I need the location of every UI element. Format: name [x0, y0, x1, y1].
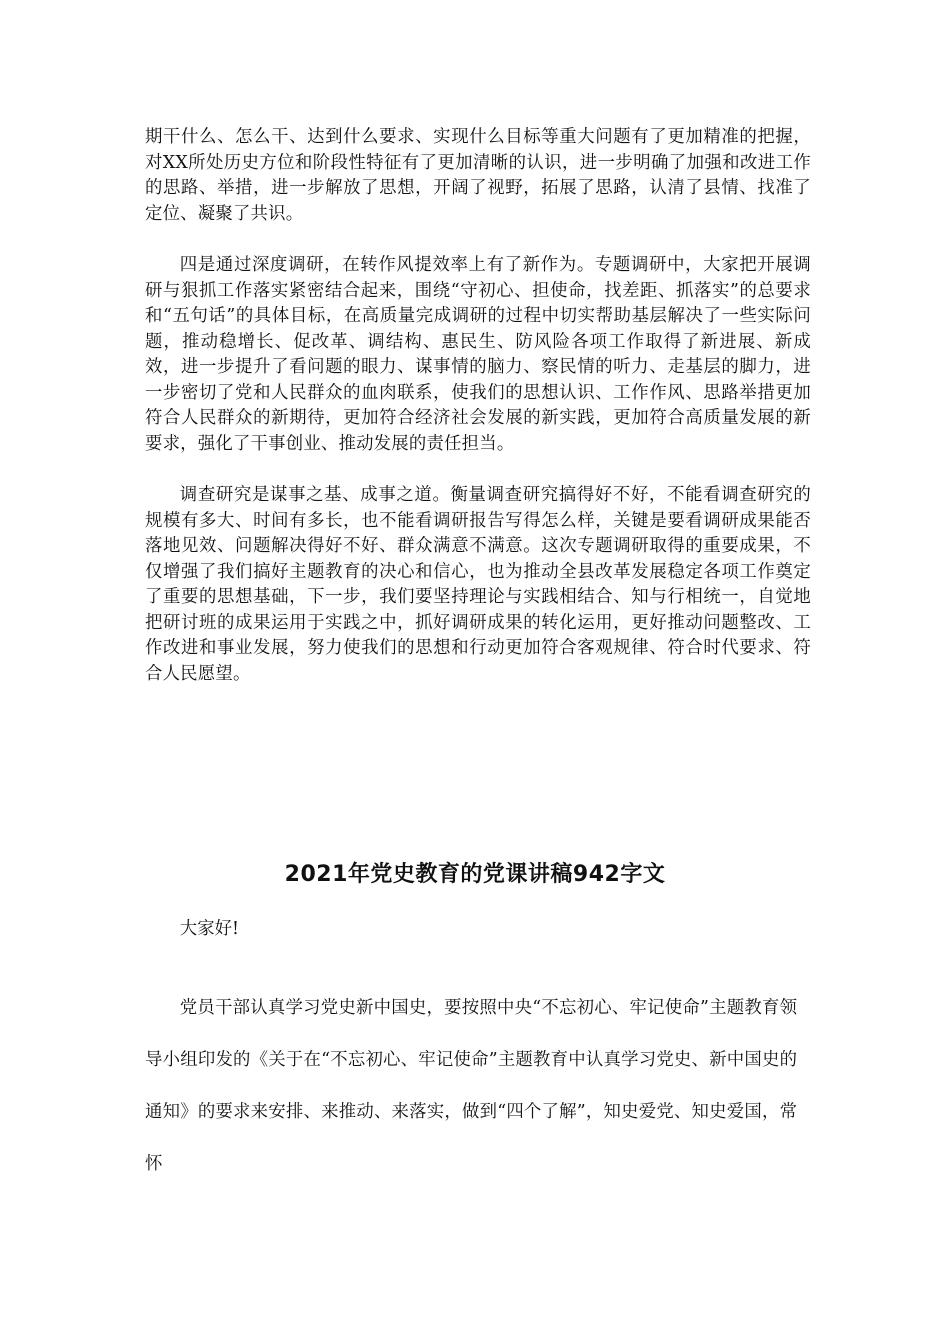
article-title: 2021年党史教育的党课讲稿942字文: [284, 861, 666, 887]
greeting-line: 大家好!: [179, 919, 239, 939]
continuation-paragraph: 期干什么、怎么干、达到什么要求、实现什么目标等重大问题有了更加精准的把握，对XX所处历史方位和阶段性特征有了更加清晰的认识，进一步明确了加强和改进工作的思路、举措，进一步解放了思想，开阔了视野，拓展了思路，认清了县情、找准了定位、凝聚了共识。: [145, 127, 811, 224]
previous-article-continuation: [145, 125, 811, 713]
paragraph-item-four: 四是通过深度调研，在转作风提效率上有了新作为。专题调研中，大家把开展调研与狠抓工作落实紧密结合起来，围绕“守初心、担使命，找差距、抓落实”的总要求和“五句话”的具体目标，在高质量完成调研的过程中切实帮助基层解决了一些实际问题，推动稳增长、促改革、调结构、惠民生、防风险各项工作取得了新进展、新成效，进一步提升了看问题的眼力、谋事情的脑力、察民情的听力、走基层的脚力，进一步密切了党和人民群众的血肉联系，使我们的思想认识、工作作风、思路举措更加符合人民群众的新期待，更加符合经济社会发展的新实践，更加符合高质量发展的新要求，强化了干事创业、推动发展的责任担当。: [145, 255, 811, 454]
body-paragraph: 党员干部认真学习党史新中国史，要按照中央“不忘初心、牢记使命”主题教育领导小组印发的《关于在“不忘初心、牢记使命”主题教育中认真学习党史、新中国史的通知》的要求来安排、来推动、来落实，做到“四个了解”，知史爱党、知史爱国，常怀: [145, 998, 797, 1174]
closing-paragraph: 调查研究是谋事之基、成事之道。衡量调查研究搞得好不好，不能看调查研究的规模有多大、时间有多长，也不能看调研报告写得怎么样，关键是要看调研成果能否落地见效、问题解决得好不好、群众满意不满意。这次专题调研取得的重要成果，不仅增强了我们搞好主题教育的决心和信心，也为推动全县改革发展稳定各项工作奠定了重要的思想基础，下一步，我们要坚持理论与实践相结合、知与行相统一，自觉地把研讨班的成果运用于实践之中，抓好调研成果的转化运用，更好推动问题整改、工作改进和事业发展，努力使我们的思想和行动更加符合客观规律、符合时代要求、符合人民愿望。: [145, 485, 811, 684]
article-body: [145, 910, 797, 1190]
